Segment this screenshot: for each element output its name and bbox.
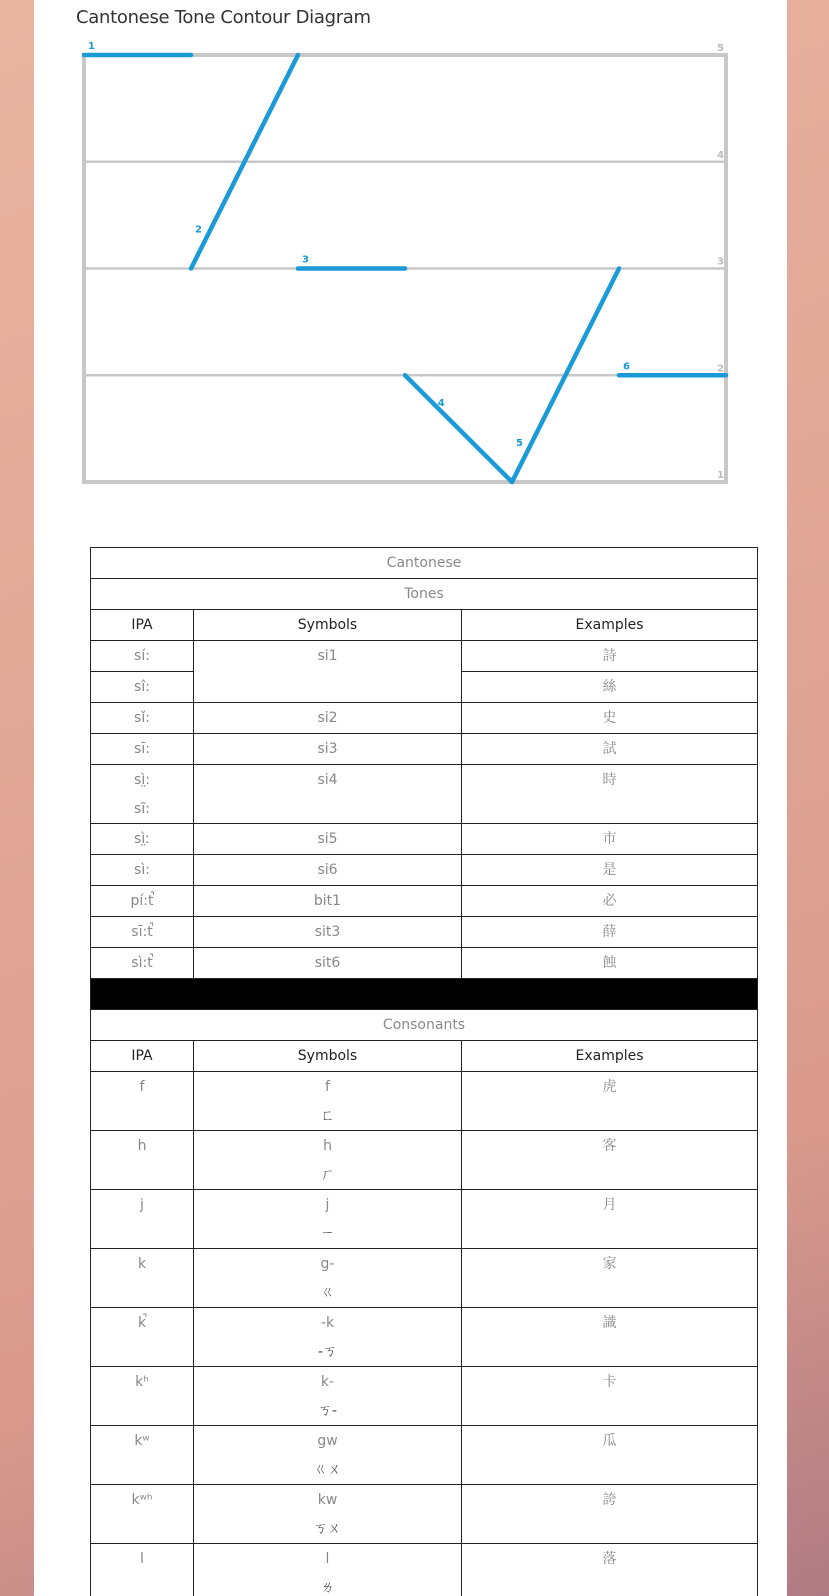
ipa-cell: k (91, 1249, 194, 1308)
level-label-5: 5 (717, 43, 724, 54)
example-cell: 詩 (462, 641, 758, 672)
diagram-tone-labels (88, 41, 630, 449)
tone-contour-4 (405, 375, 512, 482)
zhuyin: ㄍㄨ (313, 1462, 342, 1478)
symbol-cell: si1 (194, 641, 462, 703)
table-row (91, 855, 758, 886)
ipa-line-1: sì̤: (134, 772, 150, 788)
cantonese-table (90, 547, 758, 1596)
level-label-3: 3 (717, 256, 724, 268)
romanization: -k (320, 1315, 335, 1331)
example-cell: 必 (462, 886, 758, 917)
table-row (91, 917, 758, 948)
ipa-cell: sì:t̚ (91, 948, 194, 979)
ipa-cell: h (91, 1131, 194, 1190)
example-cell: 落 (462, 1544, 758, 1596)
ipa-cell: k̚ (91, 1308, 194, 1367)
ipa-cell: j (91, 1190, 194, 1249)
level-label-2: 2 (717, 363, 724, 375)
table-row (91, 1544, 758, 1596)
header-examples: Examples (462, 1041, 758, 1072)
example-cell: 瓜 (462, 1426, 758, 1485)
zhuyin: ㄎ- (317, 1403, 338, 1419)
symbol-cell (194, 1249, 462, 1308)
symbol-cell (194, 1131, 462, 1190)
symbol-cell: si5 (194, 824, 462, 855)
ipa-cell: sì̤ː (91, 824, 194, 855)
header-examples: Examples (462, 610, 758, 641)
tones-header-row (91, 610, 758, 641)
ipa-cell: sī:t̚ (91, 917, 194, 948)
example-cell: 史 (462, 703, 758, 734)
romanization: h (323, 1138, 332, 1154)
section-divider (91, 979, 758, 1010)
table-row (91, 1426, 758, 1485)
example-cell: 識 (462, 1308, 758, 1367)
symbol-cell: si4 (194, 765, 462, 824)
table-row (91, 1367, 758, 1426)
table-row (91, 1190, 758, 1249)
zhuyin: ㄌ (320, 1580, 335, 1596)
example-cell: 蝕 (462, 948, 758, 979)
romanization: kw (317, 1492, 338, 1508)
romanization: l (325, 1551, 330, 1567)
zhuyin: ㄎㄨ (313, 1521, 342, 1537)
symbol-cell (194, 1072, 462, 1131)
example-cell: 時 (462, 765, 758, 824)
symbol-cell (194, 1426, 462, 1485)
romanization: k- (320, 1374, 335, 1390)
symbol-cell: si3 (194, 734, 462, 765)
example-cell: 薛 (462, 917, 758, 948)
example-cell: 誇 (462, 1485, 758, 1544)
table-row (91, 1249, 758, 1308)
example-cell: 絲 (462, 672, 758, 703)
ipa-cell: l (91, 1544, 194, 1596)
table-row (91, 948, 758, 979)
tone-contour-diagram (34, 0, 787, 500)
table-caption-row (91, 548, 758, 579)
table-row (91, 1485, 758, 1544)
table-row (91, 641, 758, 672)
symbol-cell: sit3 (194, 917, 462, 948)
symbol-cell (194, 1544, 462, 1596)
tone-label-2: 2 (195, 224, 202, 236)
example-cell: 月 (462, 1190, 758, 1249)
zhuyin: ㄈ (320, 1108, 335, 1124)
tone-label-5: 5 (516, 438, 523, 449)
header-symbols: Symbols (194, 610, 462, 641)
symbol-cell: si6 (194, 855, 462, 886)
tone-label-6: 6 (623, 361, 630, 373)
ipa-cell: kʷʰ (91, 1485, 194, 1544)
ipa-cell: sî: (91, 672, 194, 703)
symbol-cell: si2 (194, 703, 462, 734)
consonants-title-row (91, 1010, 758, 1041)
tone-label-3: 3 (302, 254, 309, 266)
ipa-cell: sī: (91, 734, 194, 765)
ipa-line-2: sĩ: (134, 801, 150, 817)
symbol-cell: sit6 (194, 948, 462, 979)
level-label-1: 1 (717, 470, 724, 481)
section-divider-row (91, 979, 758, 1010)
ipa-cell: sí: (91, 641, 194, 672)
tone-label-1: 1 (88, 41, 95, 52)
example-cell: 家 (462, 1249, 758, 1308)
example-cell: 是 (462, 855, 758, 886)
symbol-cell (194, 1485, 462, 1544)
symbol-cell (194, 1367, 462, 1426)
zhuyin: ㄧ (320, 1226, 335, 1242)
table-caption: Cantonese (91, 548, 758, 579)
example-cell: 卡 (462, 1367, 758, 1426)
table-row (91, 1072, 758, 1131)
romanization: j (325, 1197, 330, 1213)
diagram-level-labels (717, 43, 724, 481)
table-row (91, 1308, 758, 1367)
table-row (91, 765, 758, 824)
zhuyin: -ㄎ (317, 1344, 338, 1360)
page (34, 0, 787, 1596)
ipa-cell: pí:t̚ (91, 886, 194, 917)
ipa-cell (91, 765, 194, 824)
ipa-cell: kʰ (91, 1367, 194, 1426)
ipa-cell: f (91, 1072, 194, 1131)
consonants-header-row (91, 1041, 758, 1072)
ipa-cell: sǐ: (91, 703, 194, 734)
example-cell: 試 (462, 734, 758, 765)
example-cell: 市 (462, 824, 758, 855)
tones-title-row (91, 579, 758, 610)
table-row (91, 1131, 758, 1190)
romanization: g- (320, 1256, 335, 1272)
tones-title: Tones (91, 579, 758, 610)
romanization: f (325, 1079, 330, 1095)
consonants-title: Consonants (91, 1010, 758, 1041)
romanization: gw (317, 1433, 338, 1449)
example-cell: 虎 (462, 1072, 758, 1131)
symbol-cell (194, 1308, 462, 1367)
consonant-rows (91, 1072, 758, 1596)
ipa-cell: sì: (91, 855, 194, 886)
table-row (91, 886, 758, 917)
symbol-cell (194, 1190, 462, 1249)
zhuyin: ㄍ (320, 1285, 335, 1301)
page-title: Cantonese Tone Contour Diagram (76, 7, 371, 28)
header-ipa: IPA (91, 1041, 194, 1072)
zhuyin: ㄏ (320, 1167, 335, 1183)
table-row (91, 824, 758, 855)
table-row (91, 734, 758, 765)
example-cell: 客 (462, 1131, 758, 1190)
header-symbols: Symbols (194, 1041, 462, 1072)
ipa-cell: kʷ (91, 1426, 194, 1485)
tone-label-4: 4 (437, 397, 445, 409)
header-ipa: IPA (91, 610, 194, 641)
level-label-4: 4 (717, 149, 724, 161)
symbol-cell: bit1 (194, 886, 462, 917)
table-row (91, 703, 758, 734)
